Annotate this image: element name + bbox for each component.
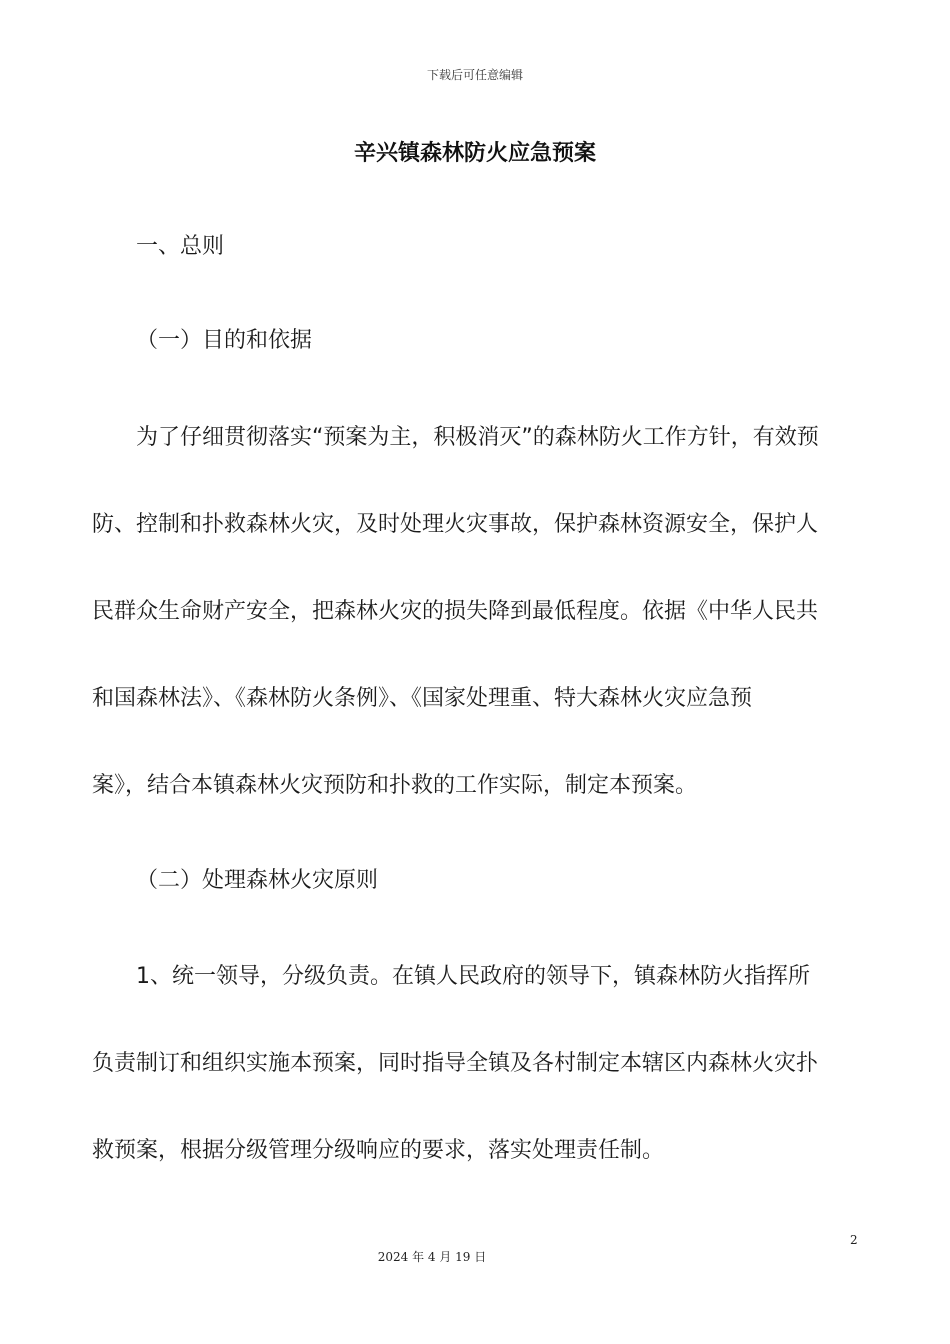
footer-date: 2024 年 4 月 19 日 bbox=[377, 1250, 487, 1264]
document-title: 辛兴镇森林防火应急预案 bbox=[353, 141, 596, 166]
paragraph-line: 负责制订和组织实施本预案，同时指导全镇及各村制定本辖区内森林火灾扑 bbox=[92, 1051, 819, 1076]
header-note: 下载后可任意编辑 bbox=[426, 68, 523, 82]
subsection-heading-principles: （二）处理森林火灾原则 bbox=[136, 868, 379, 893]
page-number: 2 bbox=[850, 1233, 858, 1247]
subsection-heading-purpose: （一）目的和依据 bbox=[136, 328, 313, 353]
paragraph-line: 为了仔细贯彻落实“预案为主，积极消灭”的森林防火工作方针，有效预 bbox=[136, 425, 819, 450]
paragraph-line: 和国森林法》、《森林防火条例》、《国家处理重、特大森林火灾应急预 bbox=[92, 686, 753, 711]
paragraph-line: 民群众生命财产安全，把森林火灾的损失降到最低程度。依据《中华人民共 bbox=[92, 599, 819, 624]
paragraph-line: 救预案，根据分级管理分级响应的要求，落实处理责任制。 bbox=[92, 1138, 665, 1163]
section-heading-general: 一、总则 bbox=[136, 234, 225, 259]
paragraph-line: 1、统一领导，分级负责。在镇人民政府的领导下，镇森林防火指挥所 bbox=[136, 964, 810, 989]
paragraph-line: 防、控制和扑救森林火灾，及时处理火灾事故，保护森林资源安全，保护人 bbox=[92, 512, 819, 537]
paragraph-line: 案》，结合本镇森林火灾预防和扑救的工作实际，制定本预案。 bbox=[92, 773, 698, 798]
